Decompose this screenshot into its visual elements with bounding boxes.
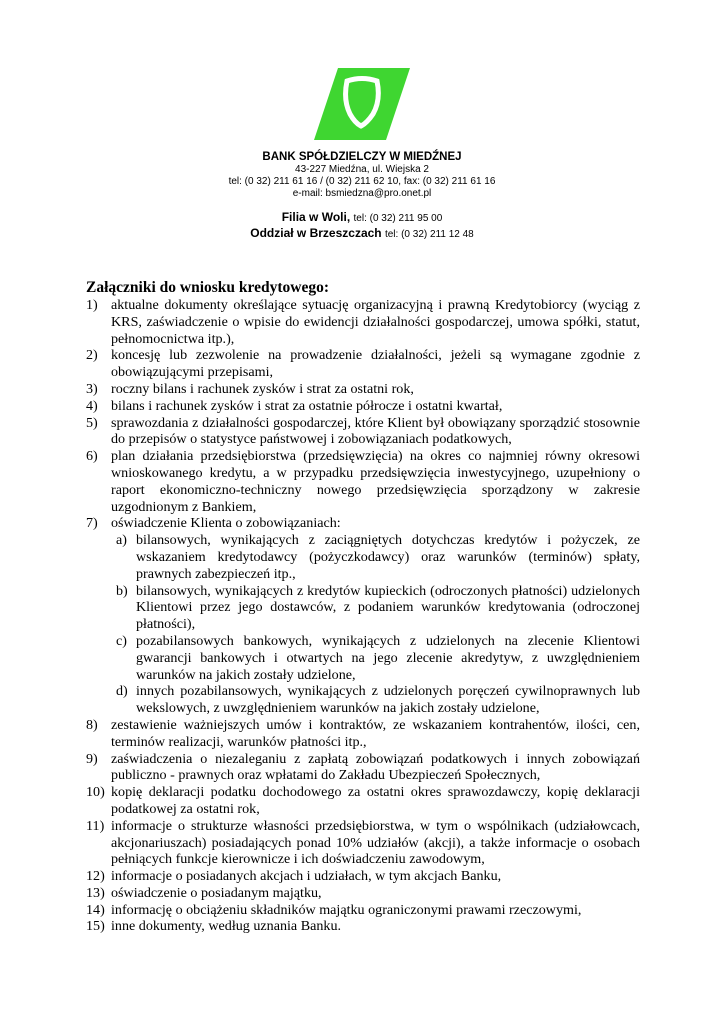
item-text: kopię deklaracji podatku dochodowego za ostatni okres sprawozdawczy, kopię deklaracji podatkowej za ostatni rok, (111, 784, 640, 817)
item-number: 3) (86, 380, 98, 397)
list-item (86, 448, 640, 515)
attachments-list (86, 297, 640, 935)
list-item (86, 818, 640, 868)
item-number: 12) (86, 868, 105, 885)
sub-item-letter: c) (116, 632, 127, 649)
item-text: informację o obciążeniu składników majątku ograniczonymi prawami rzeczowymi, (111, 901, 582, 918)
list-item (86, 347, 640, 381)
item-text: aktualne dokumenty określające sytuację organizacyjną i prawną Kredytobiorcy (wyciąg z KRS, zaświadczenie o wpisie do ewidencji działalności gospodarczej, umowa spółki, statut, pełnomocnictwa itp.), (111, 297, 640, 347)
item-number: 8) (86, 716, 98, 733)
branch-wola-tel: tel: (0 32) 211 95 00 (353, 213, 443, 224)
sub-item-text: innych pozabilansowych, wynikających z udzielonych poręczeń cywilnoprawnych lub wekslowych, z uwzględnieniem warunków na jakich zostały udzielone, (136, 683, 640, 717)
item-number: 10) (86, 784, 105, 801)
item-number: 6) (86, 448, 98, 465)
bank-phones: tel: (0 32) 211 61 16 / (0 32) 211 62 10, fax: (0 32) 211 61 16 (228, 176, 496, 187)
item-number: 11) (86, 817, 105, 834)
list-item (86, 398, 640, 415)
item-number: 4) (86, 397, 98, 414)
sub-list-item (111, 532, 640, 582)
obligations-sublist (111, 532, 640, 717)
item-number: 7) (86, 515, 98, 532)
item-text: oświadczenie Klienta o zobowiązaniach: (111, 515, 341, 532)
item-text: zaświadczenia o niezaleganiu z zapłatą zobowiązań podatkowych i innych zobowiązań publiczno - prawnych oraz wpłatami do Zakładu Ubezpieczeń Społecznych, (111, 750, 640, 784)
item-text: oświadczenie o posiadanym majątku, (111, 884, 322, 901)
item-number: 1) (86, 297, 98, 313)
sub-item-text: bilansowych, wynikających z kredytów kupieckich (odroczonych płatności) udzielonych Klientowi przez jego dostawców, z podaniem warunków kredytowania (odroczonej płatności), (136, 582, 640, 633)
bank-logo (314, 68, 410, 140)
sub-list-item (111, 633, 640, 683)
item-number: 2) (86, 347, 98, 364)
list-item (86, 415, 640, 449)
list-item (86, 717, 640, 751)
list-item (86, 868, 640, 885)
branch-wola (0, 210, 724, 226)
item-text: informacje o strukturze własności przedsiębiorstwa, w tym o wspólnikach (udziałowcach, akcjonariuszach) posiadających ponad 10% udziałów (akcji), a także informacje o osobach pełniących funkcje kierownicze i ich doświadczeniu zawodowym, (111, 817, 640, 868)
list-item (86, 381, 640, 398)
item-text: zestawienie ważniejszych umów i kontraktów, ze wskazaniem kontrahentów, ilości, cen, terminów realizacji, warunków płatności itp., (111, 716, 640, 750)
sub-list-item (111, 583, 640, 633)
list-item (86, 515, 640, 717)
item-number: 13) (86, 884, 105, 901)
sub-item-letter: d) (116, 683, 128, 700)
item-number: 9) (86, 750, 98, 767)
branch-brzeszcze (0, 226, 724, 242)
list-item (86, 885, 640, 902)
branch-brzeszcze-tel: tel: (0 32) 211 12 48 (384, 229, 474, 240)
sub-item-text: pozabilansowych bankowych, wynikających z udzielonych na zlecenie Klientowi gwarancji bankowych i otwartych na jego zlecenie akredytyw, z uwzględnieniem warunków na jakich zostały udzielone, (136, 632, 640, 683)
item-number: 14) (86, 901, 105, 918)
item-text: koncesję lub zezwolenie na prowadzenie działalności, jeżeli są wymagane zgodnie z obowiązującymi przepisami, (111, 347, 640, 381)
branch-wola-name: Filia w Woli, (281, 210, 351, 224)
attachments-title: Załączniki do wniosku kredytowego: (86, 279, 330, 296)
item-text: inne dokumenty, według uznania Banku. (111, 918, 342, 935)
list-item (86, 784, 640, 818)
bank-address: 43-227 Miedźna, ul. Wiejska 2 (295, 164, 429, 175)
sub-item-letter: b) (116, 582, 128, 599)
item-number: 15) (86, 918, 105, 935)
item-number: 5) (86, 414, 98, 431)
item-text: roczny bilans i rachunek zysków i strat za ostatni rok, (111, 380, 414, 397)
bank-name: BANK SPÓŁDZIELCZY W MIEDŹNEJ (262, 151, 462, 163)
item-text: plan działania przedsiębiorstwa (przedsięwzięcia) na okres co najmniej równy okresowi wnioskowanego kredytu, a w przypadku przedsięwzięcia inwestycyjnego, uzupełniony o raport ekonomiczno-techniczny nowego przedsięwzięcia sporządzony w zakresie uzgodnionym z Bankiem, (111, 448, 640, 515)
list-item (86, 297, 640, 347)
bank-header (0, 150, 724, 242)
item-text: bilans i rachunek zysków i strat za ostatnie półrocze i ostatni kwartał, (111, 397, 503, 414)
list-item (86, 751, 640, 785)
bank-email: e-mail: bsmiedzna@pro.onet.pl (292, 188, 432, 199)
branch-brzeszcze-name: Oddział w Brzeszczach (250, 226, 382, 240)
list-item (86, 902, 640, 919)
item-text: sprawozdania z działalności gospodarczej, które Klient był obowiązany sporządzić stosownie do przepisów o statystyce państwowej i zobowiązaniach podatkowych, (111, 414, 640, 448)
attachments-section (86, 279, 640, 935)
item-text: informacje o posiadanych akcjach i udziałach, w tym akcjach Banku, (111, 868, 502, 885)
sub-list-item (111, 683, 640, 717)
sub-item-letter: a) (116, 532, 127, 549)
sub-item-text: bilansowych, wynikających z zaciągniętych dotychczas kredytów i pożyczek, ze wskazaniem kredytodawcy (pożyczkodawcy) oraz warunków (terminów) spłaty, prawnych zabezpieczeń itp., (136, 532, 640, 582)
list-item (86, 918, 640, 935)
